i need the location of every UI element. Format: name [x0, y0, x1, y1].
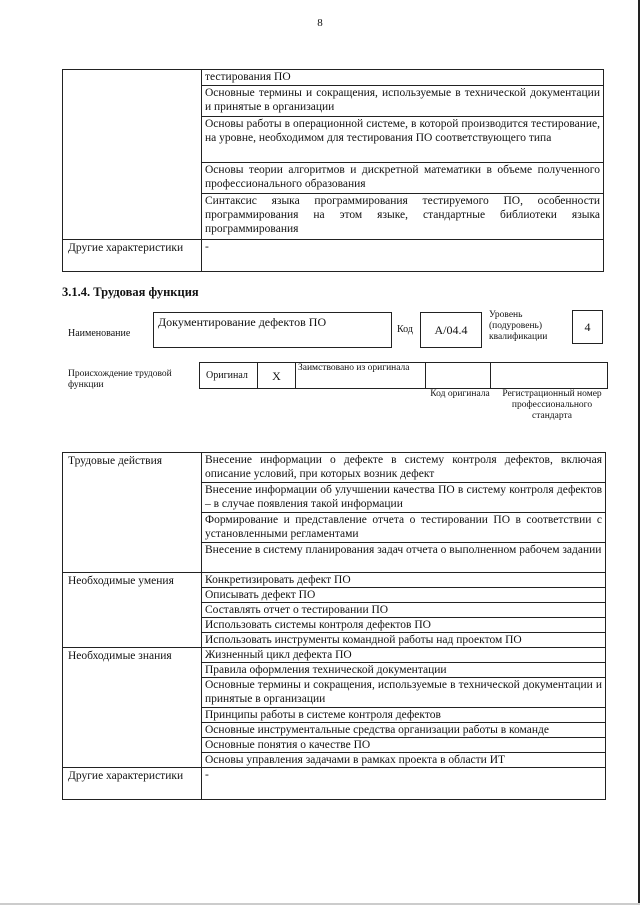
borrowed-label: Заимствовано из оригинала [296, 363, 426, 389]
table-row: Формирование и представление отчета о тестировании ПО в соответствии с установленными регламентами [202, 513, 606, 543]
table-row: Принципы работы в системе контроля дефектов [202, 708, 606, 723]
table-row: Внесение информации об улучшении качества ПО в систему контроля дефектов – в случае появления такой информации [202, 483, 606, 513]
table-row: Основы управления задачами в рамках проекта в области ИТ [202, 753, 606, 768]
table-row: Использовать инструменты командной работы над проектом ПО [202, 633, 606, 648]
knowledge-label: Необходимые знания [63, 648, 202, 768]
code-label: Код [397, 324, 413, 335]
table-row: Основы работы в операционной системе, в которой производится тестирование, на уровне, необходимом для тестирования ПО соответствующего типа [202, 117, 604, 163]
table-continuation [62, 69, 604, 272]
name-label: Наименование [68, 328, 131, 339]
table-row: Основные термины и сокращения, используемые в технической документации и принятые в организации [202, 86, 604, 117]
section-title: 3.1.4. Трудовая функция [62, 285, 199, 299]
table-row: Внесение в систему планирования задач отчета о выполненном рабочем задании [202, 543, 606, 573]
reg-number-cell [491, 363, 608, 389]
table-row: Правила оформления технической документации [202, 663, 606, 678]
code-original-caption: Код оригинала [430, 389, 490, 399]
table-row: Описывать дефект ПО [202, 588, 606, 603]
table-row: Основы теории алгоритмов и дискретной математики в объеме полученного профессионального образования [202, 163, 604, 194]
table-row: тестирования ПО [202, 70, 604, 86]
table-row: Основные инструментальные средства организации работы в команде [202, 723, 606, 738]
table-row: Синтаксис языка программирования тестируемого ПО, особенности программирования на этом языке, стандартные библиотеки языка программирования [202, 194, 604, 240]
page-number: 8 [317, 17, 323, 29]
code-original-cell [426, 363, 491, 389]
table-function-details [62, 452, 606, 800]
table-row: Основные термины и сокращения, используемые в технической документации и принятые в организации [202, 678, 606, 708]
other-characteristics-value: - [202, 768, 606, 800]
table-row: Конкретизировать дефект ПО [202, 573, 606, 588]
reg-number-caption: Регистрационный номер профессионального стандарта [502, 389, 602, 421]
origin-label: Происхождение трудовой функции [68, 369, 172, 390]
table-row: Основные понятия о качестве ПО [202, 738, 606, 753]
table-cell-empty [63, 70, 202, 240]
skills-label: Необходимые умения [63, 573, 202, 648]
other-characteristics-value: - [202, 240, 604, 272]
level-label: Уровень (подуровень) квалификации [489, 310, 548, 342]
function-name-box: Документирование дефектов ПО [153, 312, 392, 348]
other-characteristics-label: Другие характеристики [63, 240, 202, 272]
other-characteristics-label: Другие характеристики [63, 768, 202, 800]
table-row: Внесение информации о дефекте в систему контроля дефектов, включая описание условий, при которых возник дефект [202, 453, 606, 483]
origin-table [199, 362, 608, 389]
original-mark: X [258, 363, 296, 389]
code-box: A/04.4 [420, 312, 482, 348]
original-label: Оригинал [200, 363, 258, 389]
table-row: Составлять отчет о тестировании ПО [202, 603, 606, 618]
table-row: Использовать системы контроля дефектов ПО [202, 618, 606, 633]
labor-actions-label: Трудовые действия [63, 453, 202, 573]
level-box: 4 [572, 310, 603, 344]
table-row: Жизненный цикл дефекта ПО [202, 648, 606, 663]
